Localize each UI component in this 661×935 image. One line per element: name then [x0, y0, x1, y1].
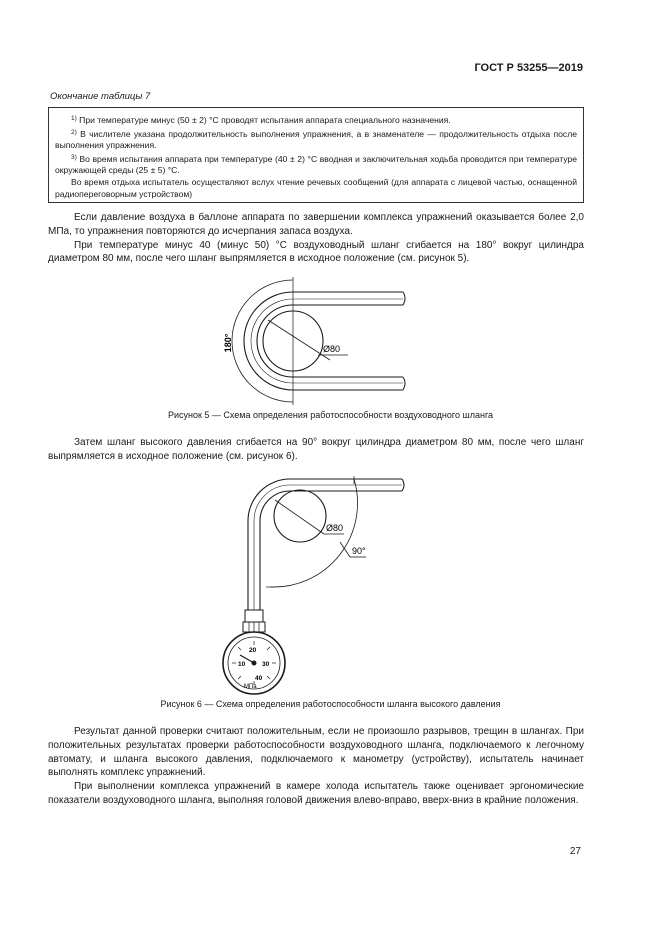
table-note: $^{2)}$ В числителе указана продолжительность выполнения упражнения, а в знаменателе — продолжительность отдыха после выполнения упражнения.: [55, 128, 577, 151]
figure-5-caption: Рисунок 5 — Схема определения работоспособности воздуховодного шланга: [167, 410, 494, 420]
gauge-scale-10: 10: [238, 661, 246, 668]
gauge-scale-20: 20: [249, 647, 257, 654]
paragraph: Затем шланг высокого давления сгибается на 90° вокруг цилиндра диаметром 80 мм, после чего шланг выпрямляется в исходное положение (см. рисунок 6).: [48, 437, 584, 462]
page-number: 27: [569, 846, 581, 857]
figure-6-caption: Рисунок 6 — Схема определения работоспособности шланга высокого давления: [160, 699, 501, 709]
diameter-label: Ø80: [323, 344, 341, 354]
paragraph: При температуре минус 40 (минус 50) °С воздуховодный шланг сгибается на 180° вокруг цилиндра диаметром 80 мм, после чего шланг выпрямляется в исходное положение (см. рисунок 5).: [48, 239, 584, 265]
table-continuation-caption: Окончание таблицы 7: [50, 91, 151, 102]
gauge-scale-40: 40: [255, 675, 263, 682]
body-text-bottom: [48, 725, 584, 808]
table-note: $^{1)}$ При температуре минус (50 ± 2) °С проводят испытания аппарата специального назначения.: [71, 115, 451, 125]
angle-label-90: 90°: [352, 546, 366, 556]
paragraph: Результат данной проверки считают положительным, если не произошло разрывов, трещин в шлангах. При положительных результатах проверки работоспособности воздуховодного шланга, подключаемого к легочному автомату, и шланга высокого давления, подключаемого к манометру (устройству), испытатель начинает выполнять комплекс упражнений.: [48, 726, 584, 779]
diameter-label: Ø80: [326, 523, 344, 533]
gauge-scale-30: 30: [262, 661, 270, 668]
gauge-unit-label: МПа: [244, 684, 257, 690]
angle-label-180: 180°: [223, 333, 233, 353]
paragraph: Если давление воздуха в баллоне аппарата по завершении комплекса упражнений оказывается более 2,0 МПа, то упражнения повторяются до исчерпания запаса воздуха.: [48, 212, 584, 237]
paragraph: При выполнении комплекса упражнений в камере холода испытатель также оценивает эргономические показатели воздуховодного шланга, выполняя головой движения влево-вправо, вверх-вниз в крайние положения.: [48, 781, 584, 806]
document-code: ГОСТ Р 53255—2019: [474, 62, 583, 74]
table-note: $^{3)}$ Во время испытания аппарата при температуре (40 ± 2) °С вводная и заключительная ходьба проводится при температуре окружающей среды (25 ± 5) °С.: [55, 153, 577, 176]
table-note: Во время отдыха испытатель осуществляют вслух чтение речевых сообщений (для аппарата с лицевой частью, оснащенной радиопереговорным устройством): [55, 176, 577, 199]
